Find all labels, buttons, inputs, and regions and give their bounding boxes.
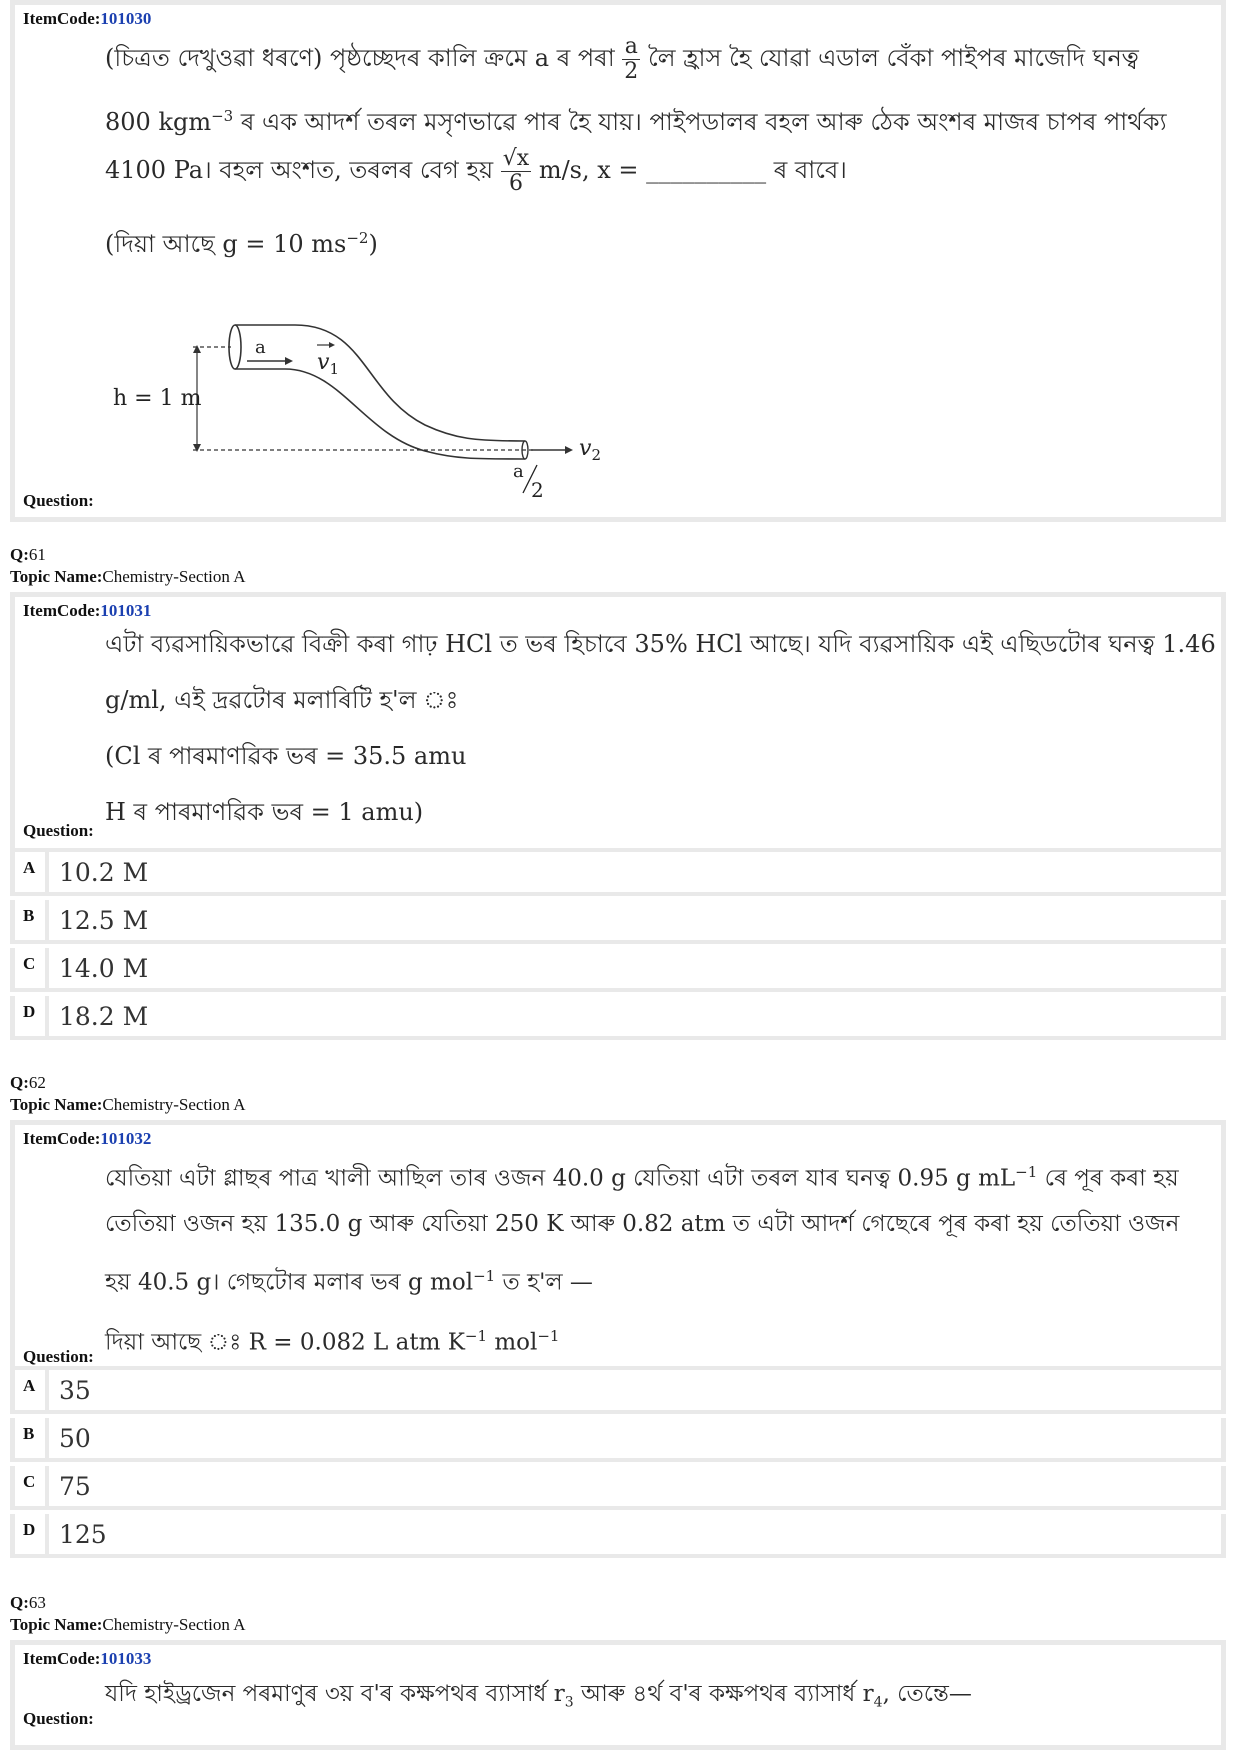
question-line-4: H ৰ পাৰমাণৱিক ভৰ = 1 amu) (105, 798, 424, 826)
itemcode-label: ItemCode: (23, 9, 101, 28)
question-label: Question: (23, 1347, 94, 1366)
text-segment: 800 kgm (105, 108, 212, 136)
height-label: h = 1 m (113, 386, 202, 411)
q-label: Q: (10, 1073, 29, 1092)
text-segment: দিয়া আছে ঃ R = 0.082 L atm K (105, 1329, 465, 1356)
topic-label: Topic Name: (10, 1095, 103, 1114)
text-segment: ) (368, 230, 378, 258)
option-D[interactable] (10, 1514, 1226, 1558)
v2-arrow-head (565, 446, 573, 454)
subscript: 3 (564, 1694, 574, 1711)
itemcode-value: 101031 (100, 601, 152, 620)
text-segment: ত হ'ল — (495, 1269, 593, 1296)
option-text: 75 (59, 1472, 91, 1501)
area-half-num: a (513, 461, 524, 482)
option-letter: C (23, 1472, 36, 1491)
topic-label: Topic Name: (10, 567, 103, 586)
option-letter: D (23, 1520, 36, 1539)
v2-label (579, 436, 601, 464)
option-A[interactable] (10, 1370, 1226, 1414)
q63-header (10, 1592, 245, 1636)
text-segment: লৈ হ্ৰাস হৈ যোৱা এডাল বেঁকা পাইপৰ মাজেদি ঘনত্ব (647, 44, 1139, 72)
text-segment: হয় 40.5 g। গেছটোৰ মলাৰ ভৰ g mol (105, 1269, 474, 1296)
superscript: −2 (346, 229, 369, 247)
v1-label (317, 350, 339, 378)
v2-symbol: v (579, 436, 592, 461)
question-line-2 (105, 101, 1167, 137)
itemcode-label: ItemCode: (23, 1649, 101, 1668)
option-text: 10.2 M (59, 858, 149, 887)
q62-header (10, 1072, 245, 1116)
superscript: −1 (473, 1267, 496, 1285)
pipe-outline (235, 325, 525, 441)
question-line-1 (105, 1679, 972, 1718)
option-letter: D (23, 1002, 36, 1021)
fraction-numerator: a (622, 35, 640, 60)
text-segment: m/s, x = __________ ৰ বাবে। (538, 156, 847, 184)
question-line-3: (Cl ৰ পাৰমাণৱিক ভৰ = 35.5 amu (105, 742, 467, 770)
q-label: Q: (10, 545, 29, 564)
v2-subscript: 2 (591, 446, 601, 464)
fraction-a-over-2 (622, 35, 640, 84)
text-segment: 4100 Pa। বহল অংশত, তৰলৰ বেগ হয় (105, 156, 494, 184)
question-line-4 (105, 1321, 559, 1358)
option-letter: A (23, 858, 36, 877)
question-line-2: g/ml, এই দ্ৰৱটোৰ মলাৰিটি হ'ল ঃ (105, 686, 459, 714)
question-label: Question: (23, 821, 94, 840)
question-card-101032 (10, 1120, 1226, 1374)
bent-pipe-diagram (95, 305, 615, 505)
q-label: Q: (10, 1593, 29, 1612)
q-number: 61 (28, 545, 46, 564)
question-line-1 (105, 35, 1139, 84)
area-a-label: a (255, 337, 266, 358)
q-number: 63 (28, 1593, 46, 1612)
option-separator (45, 948, 49, 988)
option-separator (45, 1514, 49, 1554)
topic-name: Chemistry-Section A (102, 1095, 246, 1114)
option-text: 12.5 M (59, 906, 149, 935)
question-label: Question: (23, 1709, 94, 1728)
text-segment: ৰে পূৰ কৰা হয় (1037, 1165, 1179, 1192)
itemcode-value: 101032 (100, 1129, 152, 1148)
superscript: −1 (1015, 1163, 1038, 1181)
height-arrow-head-down (193, 444, 201, 452)
fraction-denominator: 2 (624, 59, 639, 84)
option-text: 18.2 M (59, 1002, 149, 1031)
superscript: −3 (211, 107, 234, 125)
itemcode-value: 101030 (100, 9, 152, 28)
itemcode-row (23, 601, 151, 621)
option-separator (45, 852, 49, 892)
q-number: 62 (28, 1073, 46, 1092)
text-segment: ৰ এক আদৰ্শ তৰল মসৃণভাৱে পাৰ হৈ যায়। পাইপডালৰ বহল আৰু ঠেক অংশৰ মাজৰ চাপৰ পাৰ্থক্য (233, 108, 1167, 136)
question-card-101030 (10, 0, 1226, 522)
superscript: −1 (537, 1327, 560, 1345)
option-letter: B (23, 1424, 35, 1443)
text-segment: (চিত্ৰত দেখুওৱা ধৰণে) পৃষ্ঠচ্ছেদৰ কালি ক্ৰমে a ৰ পৰা (105, 44, 615, 72)
itemcode-row (23, 9, 151, 29)
text-segment: mol (487, 1329, 538, 1356)
option-D[interactable] (10, 996, 1226, 1040)
option-letter: C (23, 954, 36, 973)
subscript: 4 (873, 1694, 883, 1711)
question-line-4 (105, 223, 378, 259)
option-letter: A (23, 1376, 36, 1395)
text-segment: , তেন্তে— (882, 1681, 972, 1707)
option-text: 125 (59, 1520, 107, 1549)
q61-header (10, 544, 245, 588)
topic-name: Chemistry-Section A (102, 567, 246, 586)
question-label: Question: (23, 491, 94, 510)
v1-vector-head (329, 342, 335, 348)
itemcode-label: ItemCode: (23, 1129, 101, 1148)
option-C[interactable] (10, 1466, 1226, 1510)
option-separator (45, 1418, 49, 1458)
itemcode-value: 101033 (100, 1649, 152, 1668)
v1-subscript: 1 (329, 360, 339, 378)
option-text: 14.0 M (59, 954, 149, 983)
option-A[interactable] (10, 852, 1226, 896)
fraction-denominator: 6 (508, 171, 523, 196)
text-segment: (দিয়া আছে g = 10 ms (105, 230, 347, 258)
question-card-101033 (10, 1640, 1226, 1750)
option-letter: B (23, 906, 35, 925)
v1-symbol: v (317, 350, 330, 375)
option-separator (45, 996, 49, 1036)
area-half-den: 2 (531, 478, 544, 502)
question-line-1 (105, 1157, 1179, 1194)
option-separator (45, 1370, 49, 1410)
text-segment: যেতিয়া এটা গ্লাছৰ পাত্ৰ খালী আছিল তাৰ ওজন 40.0 g যেতিয়া এটা তৰল যাৰ ঘনত্ব 0.95 g mL (105, 1165, 1016, 1192)
option-B[interactable] (10, 900, 1226, 944)
option-text: 35 (59, 1376, 91, 1405)
v1-arrow-head (285, 357, 293, 365)
fraction-numerator: √x (502, 146, 530, 171)
itemcode-row (23, 1129, 151, 1149)
question-line-3 (105, 1261, 593, 1298)
option-C[interactable] (10, 948, 1226, 992)
option-text: 50 (59, 1424, 91, 1453)
topic-name: Chemistry-Section A (102, 1615, 246, 1634)
pipe-outline-lower (235, 369, 525, 459)
topic-label: Topic Name: (10, 1615, 103, 1634)
text-segment: যদি হাইড্ৰজেন পৰমাণুৰ ৩য় ব'ৰ কক্ষপথৰ ব্যাসাৰ্ধ r (105, 1681, 565, 1707)
height-arrow-head-up (193, 345, 201, 353)
question-line-1: এটা ব্যৱসায়িকভাৱে বিক্ৰী কৰা গাঢ় HCl ত ভৰ হিচাবে 35% HCl আছে। যদি ব্যৱসায়িক এই এছিডটোৰ ঘনত্ব 1.46 (105, 630, 1216, 658)
itemcode-label: ItemCode: (23, 601, 101, 620)
text-segment: আৰু ৪ৰ্থ ব'ৰ কক্ষপথৰ ব্যাসাৰ্ধ r (573, 1681, 874, 1707)
question-line-3 (105, 147, 847, 196)
option-separator (45, 900, 49, 940)
question-line-2: তেতিয়া ওজন হয় 135.0 g আৰু যেতিয়া 250 K আৰু 0.82 atm ত এটা আদৰ্শ গেছেৰে পূৰ কৰা হয় তেতিয়া ওজন (105, 1211, 1180, 1237)
fraction-sqrtx-over-6 (501, 147, 531, 196)
itemcode-row (23, 1649, 151, 1669)
option-separator (45, 1466, 49, 1506)
question-card-101031 (10, 592, 1226, 848)
option-B[interactable] (10, 1418, 1226, 1462)
superscript: −1 (464, 1327, 488, 1345)
